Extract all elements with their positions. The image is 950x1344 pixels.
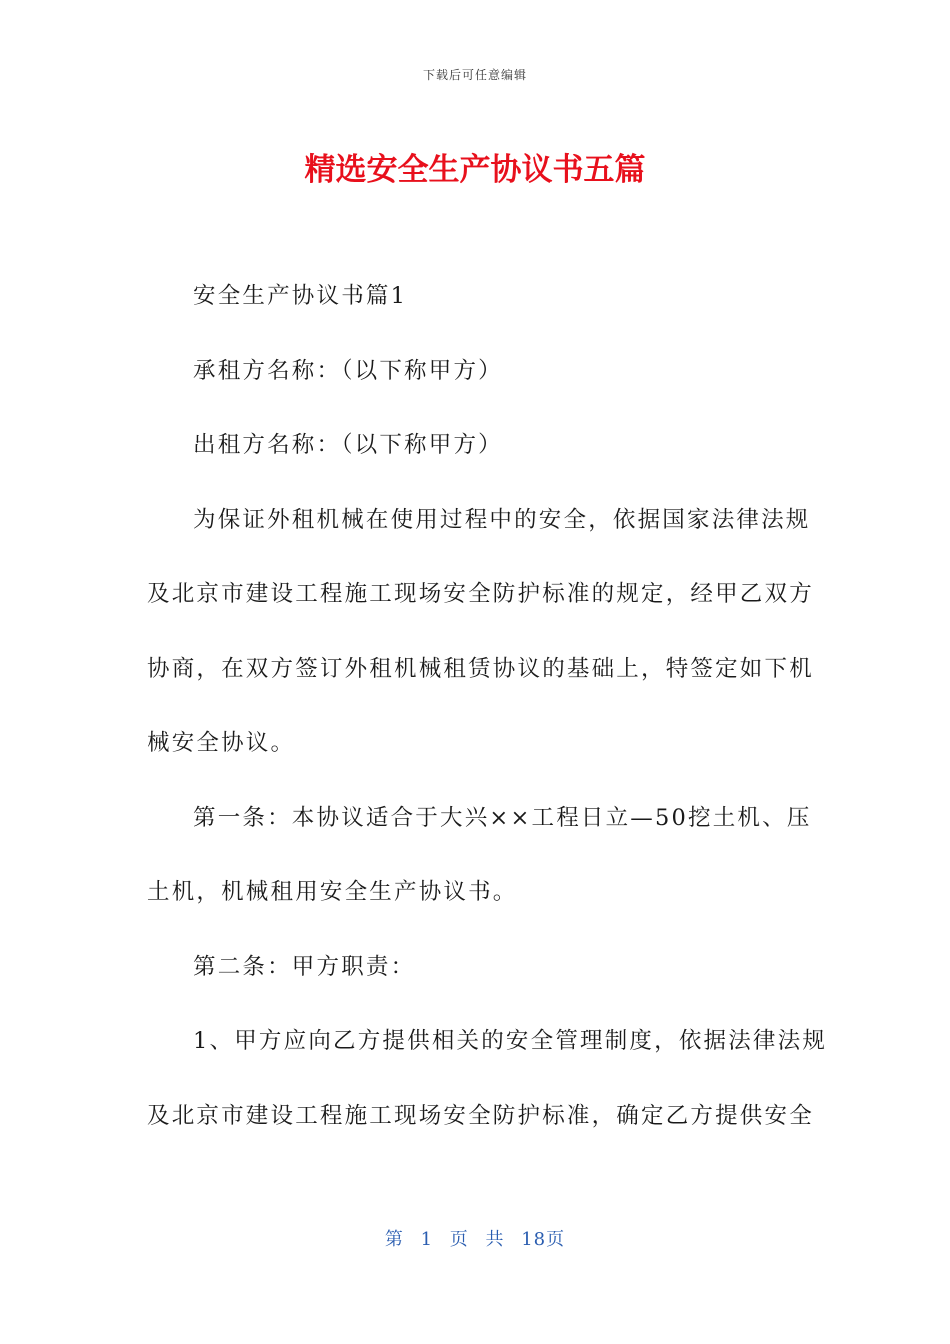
paragraph-line: 安全生产协议书篇1 <box>193 283 408 309</box>
footer-total-pages: 18页 <box>521 1229 566 1250</box>
paragraph-line: 第二条：甲方职责： <box>193 953 416 980</box>
paragraph-line: 土机，机械租用安全生产协议书。 <box>147 879 518 905</box>
paragraph-line: 出租方名称：（以下称甲方） <box>193 432 503 458</box>
document-body <box>147 272 828 1166</box>
footer-total-prefix: 共 <box>485 1229 505 1250</box>
page-footer <box>0 1225 950 1251</box>
paragraph-line: 及北京市建设工程施工现场安全防护标准的规定，经甲乙双方 <box>147 581 814 607</box>
paragraph-line: 第一条：本协议适合于大兴××工程日立—50挖土机、压 <box>193 804 812 831</box>
footer-page-unit: 页 <box>449 1229 469 1250</box>
paragraph-line: 及北京市建设工程施工现场安全防护标准，确定乙方提供安全 <box>147 1102 814 1129</box>
paragraph-line: 协商，在双方签订外租机械租赁协议的基础上，特签定如下机 <box>147 655 814 682</box>
footer-prefix: 第 <box>384 1229 404 1250</box>
footer-page-number: 1 <box>420 1229 434 1250</box>
document-title: 精选安全生产协议书五篇 <box>304 152 646 188</box>
paragraph-line: 承租方名称：（以下称甲方） <box>193 357 503 384</box>
paragraph-line: 1、甲方应向乙方提供相关的安全管理制度，依据法律法规 <box>193 1028 828 1054</box>
paragraph-line: 为保证外租机械在使用过程中的安全，依据国家法律法规 <box>193 506 811 533</box>
paragraph-line: 械安全协议。 <box>147 730 296 756</box>
header-note: 下载后可任意编辑 <box>422 68 527 82</box>
